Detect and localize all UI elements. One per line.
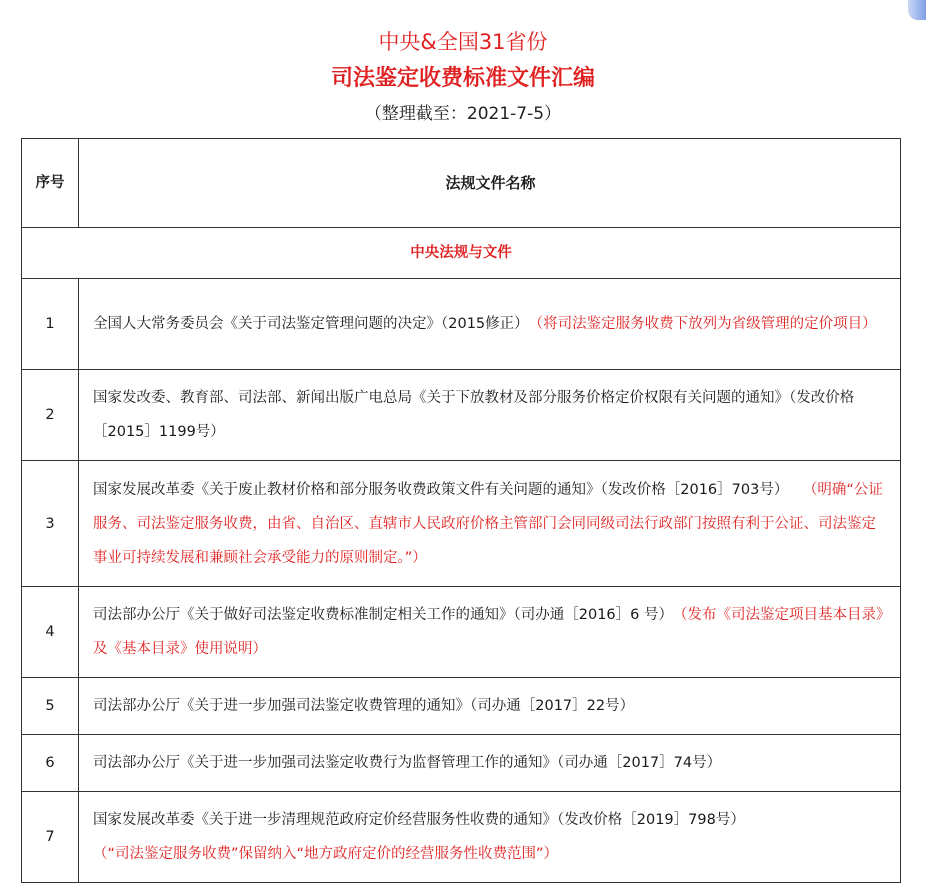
table-row (22, 792, 901, 883)
row-num: 1 (22, 279, 79, 370)
row-num: 2 (22, 370, 79, 461)
row-text: 国家发改委、教育部、司法部、新闻出版广电总局《关于下放教材及部分服务价格定价权限有关问题的通知》（发改价格［2015］1199号） (93, 390, 855, 440)
row-content (79, 461, 901, 587)
row-num: 3 (22, 461, 79, 587)
doc-title: 司法鉴定收费标准文件汇编 (330, 66, 595, 91)
row-num: 5 (22, 678, 79, 735)
row-num: 7 (22, 792, 79, 883)
table-row (22, 587, 901, 678)
row-note: （将司法鉴定服务收费下放列为省级管理的定价项目） (535, 316, 877, 332)
row-content (79, 587, 901, 678)
table-row (22, 678, 901, 735)
row-content (79, 792, 901, 883)
row-content (79, 735, 901, 792)
regulations-table (21, 138, 901, 883)
row-note: （明确“公证服务、司法鉴定服务收费，由省、自治区、直辖市人民政府价格主管部门会同同级司法行政部门按照有利于公证、司法鉴定事业可持续发展和兼顾社会承受能力的原则制定。”） (93, 481, 883, 566)
table-row (22, 279, 901, 370)
row-text: 司法部办公厅《关于进一步加强司法鉴定收费管理的通知》（司办通［2017］22号） (93, 698, 635, 714)
table-row (22, 735, 901, 792)
doc-title-line1: 中央&全国31省份 (378, 30, 548, 54)
row-content (79, 678, 901, 735)
section-row (22, 228, 901, 279)
row-text: 国家发展改革委《关于进一步清理规范政府定价经营服务性收费的通知》（发改价格［2019］798号） (93, 812, 745, 828)
doc-date: （整理截至：2021-7-5） (364, 104, 562, 124)
row-text: 司法部办公厅《关于进一步加强司法鉴定收费行为监督管理工作的通知》（司办通［2017］74号） (93, 755, 722, 771)
table-header-row (22, 139, 901, 228)
table-row (22, 370, 901, 461)
header-name: 法规文件名称 (79, 139, 901, 228)
header-num: 序号 (22, 139, 79, 228)
row-text: 司法部办公厅《关于做好司法鉴定收费标准制定相关工作的通知》（司办通［2016］6 号） (93, 607, 666, 623)
row-content (79, 370, 901, 461)
table-row (22, 461, 901, 587)
row-num: 6 (22, 735, 79, 792)
section-title: 中央法规与文件 (22, 228, 901, 279)
row-num: 4 (22, 587, 79, 678)
scroll-indicator (908, 0, 926, 20)
row-text: 全国人大常务委员会《关于司法鉴定管理问题的决定》（2015修正） (93, 316, 522, 332)
row-note: （发布《司法鉴定项目基本目录》及《基本目录》使用说明） (93, 607, 884, 657)
row-note: （“司法鉴定服务收费”保留纳入“地方政府定价的经营服务性收费范围”） (93, 846, 559, 862)
row-content (79, 279, 901, 370)
row-text: 国家发展改革委《关于废止教材价格和部分服务收费政策文件有关问题的通知》（发改价格［2016］703号） (93, 481, 782, 498)
